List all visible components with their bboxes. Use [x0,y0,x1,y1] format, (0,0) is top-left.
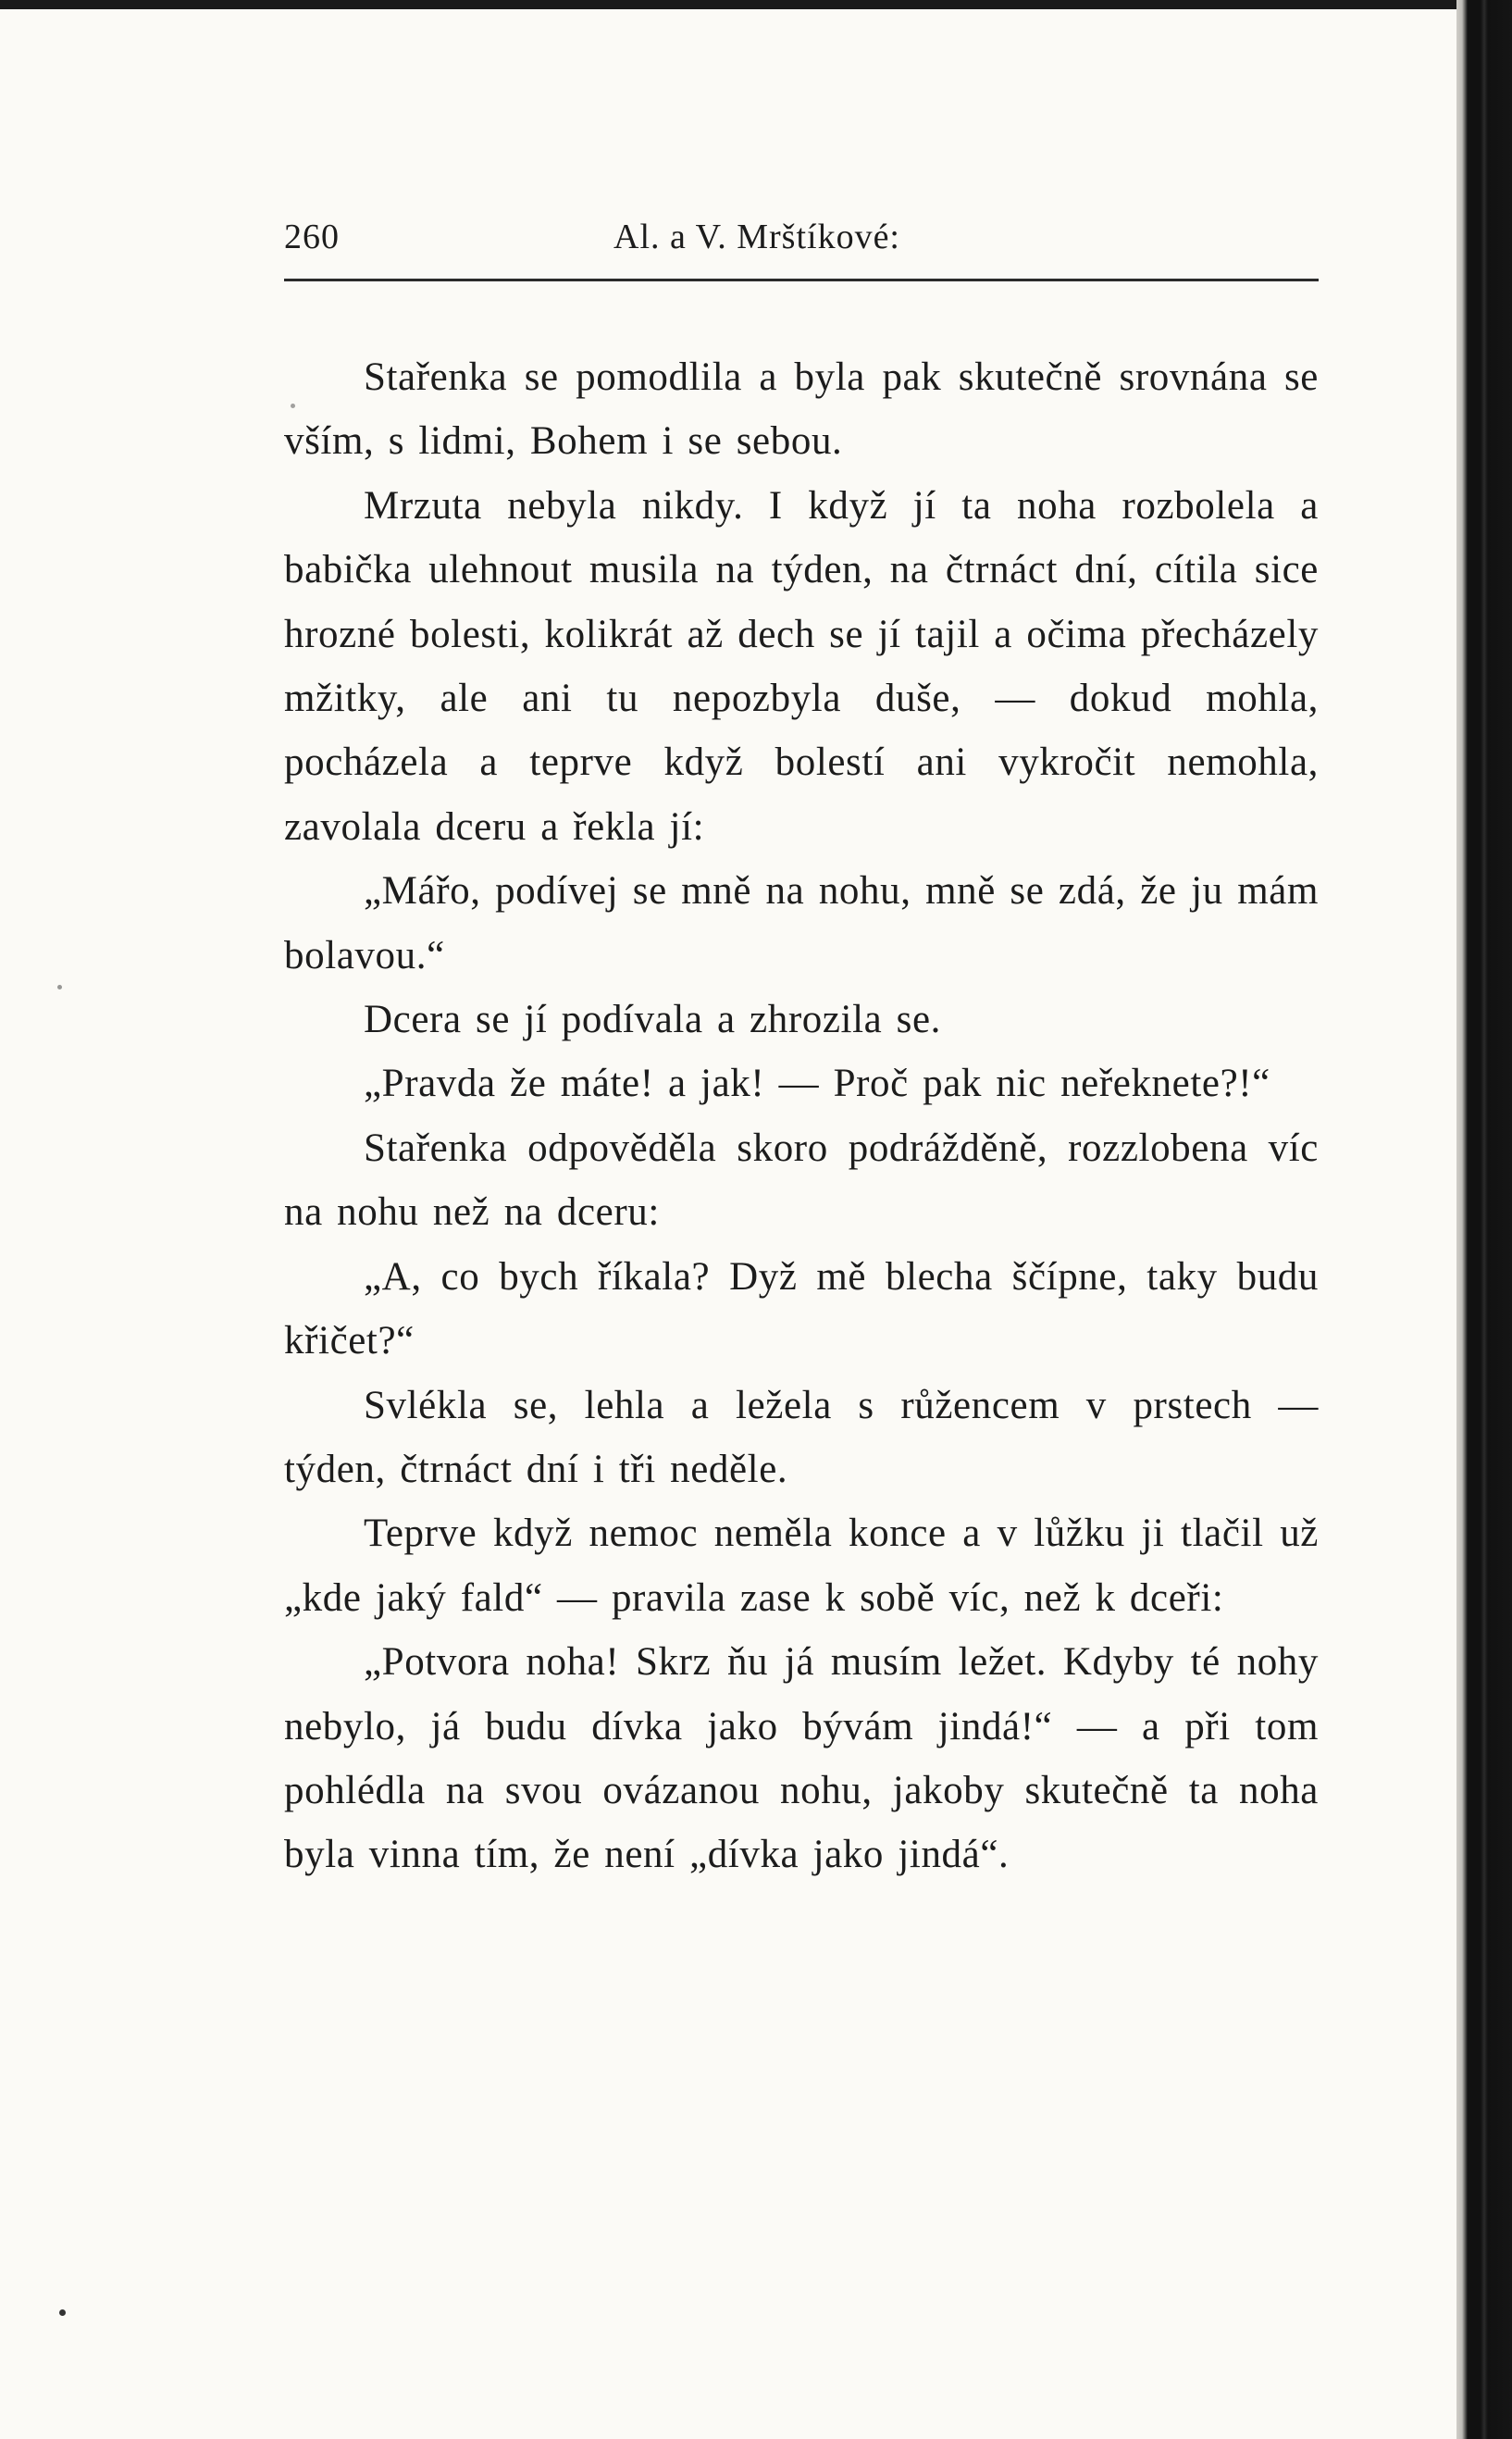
paragraph: Teprve když nemoc neměla konce a v lůžku ji tlačil už „kde jaký fald“ — pravila zase k sobě víc, než k dceři: [284,1512,1319,1620]
page-number: 260 [284,218,340,256]
book-spine-edge [1456,0,1512,2439]
paragraph: Dcera se jí podívala a zhrozila se. [364,998,942,1042]
paragraph: Svlékla se, lehla a ležela s růžencem v prstech — týden, čtrnáct dní i tři neděle. [284,1383,1319,1491]
scan-top-edge [0,0,1512,9]
paragraph: „Mářo, podívej se mně na nohu, mně se zdá, že ju mám bolavou.“ [284,869,1319,977]
header-rule [284,279,1319,281]
paragraph: Stařenka odpověděla skoro podrážděně, rozzlobena víc na nohu než na dceru: [284,1126,1319,1235]
page-header [284,213,1319,268]
paragraph: Stařenka se pomodlila a byla pak skutečně srovnána se vším, s lidmi, Bohem i se sebou. [284,355,1319,464]
running-title: Al. a V. Mrštíkové: [613,218,900,256]
paragraph: „A, co bych říkala? Dyž mě blecha ščípne, taky budu křičet?“ [284,1254,1319,1363]
scan-speck [59,2309,66,2316]
scan-speck [291,404,295,408]
scan-speck [57,985,62,989]
paragraph: Mrzuta nebyla nikdy. I když jí ta noha rozbolela a babička ulehnout musila na týden, na čtrnáct dní, cítila sice hrozné bolesti, kolikrát až dech se jí tajil a očima přecházely mžitky, ale ani tu nepozbyla duše, — dokud mohla, pocházela a teprve když bolestí ani vykročit nemohla, zavolala dceru a řekla jí: [284,483,1319,849]
paragraph: „Potvora noha! Skrz ňu já musím ležet. Kdyby té nohy nebylo, já budu dívka jako bývám jindá!“ — a při tom pohlédla na svou ovázanou nohu, jakoby skutečně ta noha byla vinna tím, že není „dívka jako jindá“. [284,1640,1319,1877]
paragraph: „Pravda že máte! a jak! — Proč pak nic neřeknete?!“ [364,1062,1270,1106]
body-text [284,345,1319,1887]
